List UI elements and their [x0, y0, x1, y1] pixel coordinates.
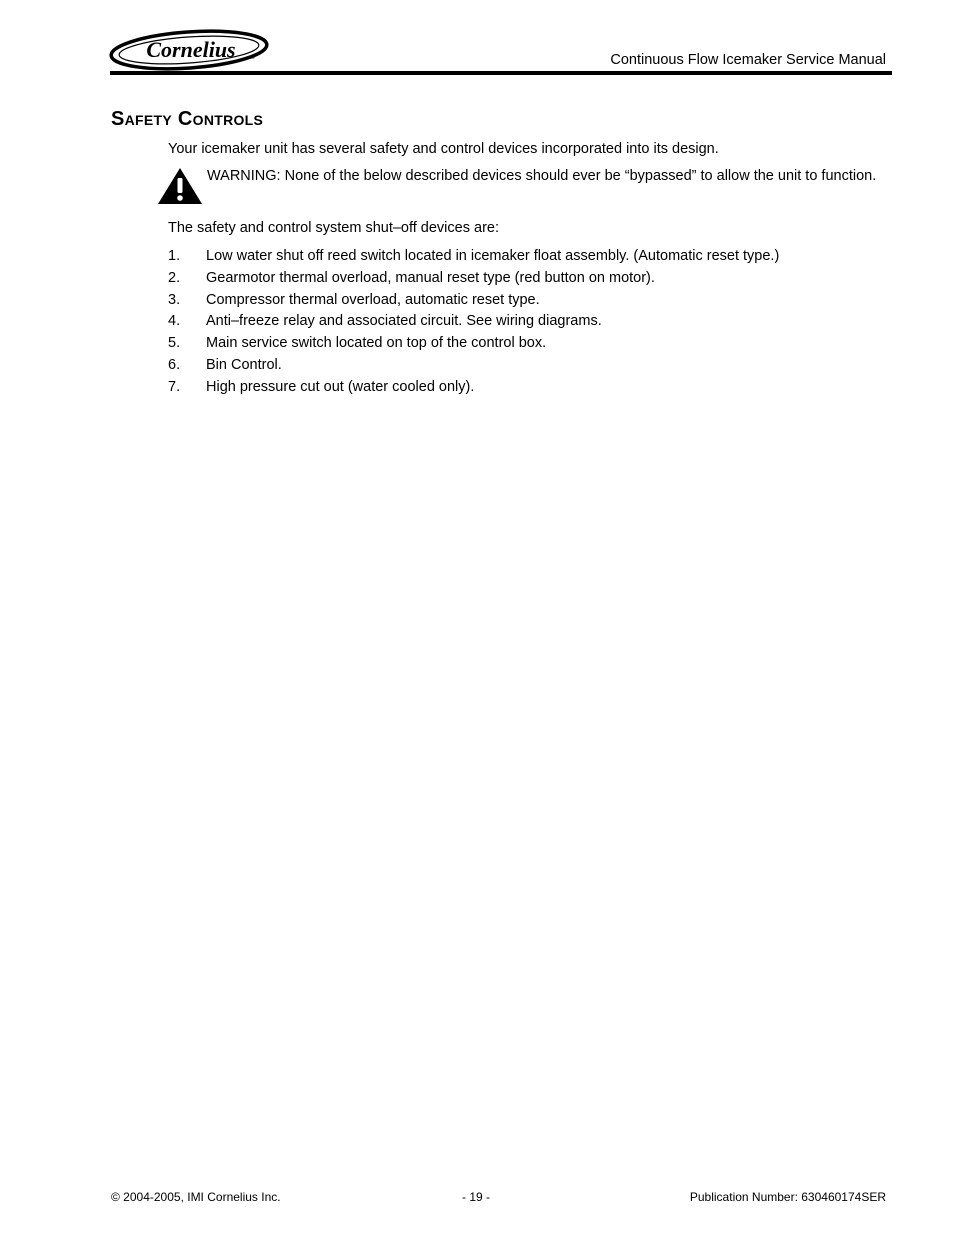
- list-item: [168, 378, 779, 400]
- list-item: [168, 247, 779, 269]
- footer-page-number: - 19 -: [462, 1190, 491, 1204]
- manual-title: Continuous Flow Icemaker Service Manual: [610, 52, 886, 68]
- list-item-text: Bin Control.: [206, 356, 282, 373]
- cornelius-logo: [108, 28, 270, 72]
- list-item-text: Anti–freeze relay and associated circuit. See wiring diagrams.: [206, 313, 602, 330]
- list-item-number: 6.: [168, 356, 181, 373]
- device-list: [168, 247, 779, 400]
- list-item: [168, 291, 779, 313]
- list-item: [168, 356, 779, 378]
- list-item-number: 2.: [168, 269, 181, 286]
- list-item-text: Low water shut off reed switch located in icemaker float assembly. (Automatic reset type.): [206, 248, 780, 264]
- svg-text:®: ®: [251, 55, 255, 61]
- svg-text:Cornelius: Cornelius: [146, 37, 236, 62]
- footer-publication-number: Publication Number: 630460174SER: [689, 1190, 886, 1204]
- list-item: [168, 334, 779, 356]
- header-rule: [110, 71, 892, 75]
- section-intro: Your icemaker unit has several safety and control devices incorporated into its design.: [168, 141, 719, 157]
- list-item-text: Gearmotor thermal overload, manual reset type (red button on motor).: [206, 269, 655, 286]
- warning-icon: [156, 166, 204, 206]
- warning-text: WARNING: None of the below described devices should ever be “bypassed” to allow the unit to function.: [207, 168, 877, 184]
- footer-copyright: © 2004-2005, IMI Cornelius Inc.: [111, 1190, 281, 1204]
- section-title: Safety Controls: [111, 108, 264, 130]
- list-item-number: 1.: [168, 248, 181, 264]
- list-item: [168, 269, 779, 291]
- list-item: [168, 312, 779, 334]
- list-item-text: Compressor thermal overload, automatic reset type.: [206, 291, 540, 308]
- list-item-text: Main service switch located on top of the control box.: [206, 335, 547, 352]
- list-item-number: 3.: [168, 291, 181, 308]
- list-item-number: 5.: [168, 335, 181, 352]
- list-item-number: 7.: [168, 378, 181, 395]
- list-intro: The safety and control system shut–off devices are:: [168, 220, 499, 236]
- list-item-number: 4.: [168, 313, 181, 330]
- list-item-text: High pressure cut out (water cooled only).: [206, 378, 475, 395]
